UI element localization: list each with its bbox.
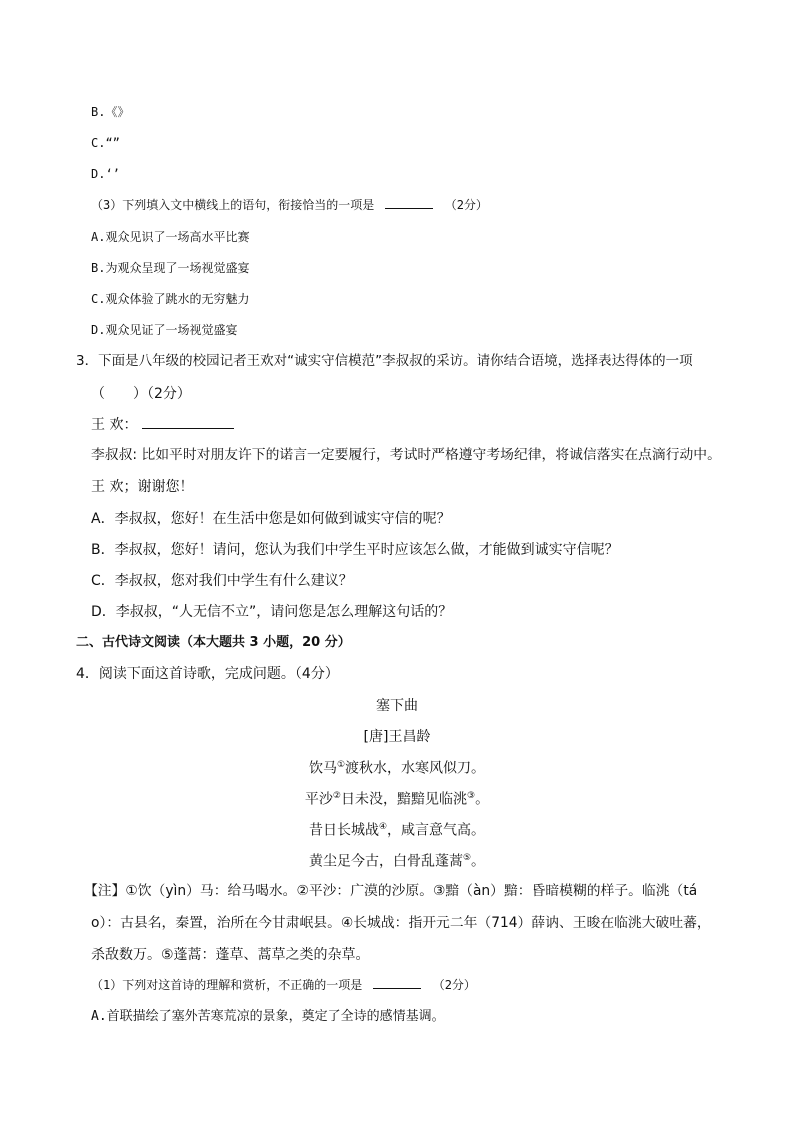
question-2-3-points: （2分） bbox=[444, 198, 488, 212]
footnote-mark-1: ① bbox=[336, 760, 346, 770]
poem-note-line-2: o）：古县名，秦置，治所在今甘肃岷县。④长城战：指开元二年（714）薛讷、王晙在临洮大破吐蕃， bbox=[91, 915, 711, 931]
question-3-option-d: D．李叔叔，“人无信不立”，请问您是怎么理解这句话的？ bbox=[91, 604, 453, 620]
option-b: B.《》 bbox=[91, 105, 130, 119]
poem-line-2-b: 日未没，黯黯见临洮 bbox=[341, 791, 467, 808]
section-2-heading: 二、古代诗文阅读（本大题共 3 小题，20 分） bbox=[76, 635, 351, 650]
question-4-1-text: （1）下列对这首诗的理解和赏析，不正确的一项是 bbox=[91, 978, 363, 992]
poem-line-4-a: 黄尘足今古，白骨乱蓬蒿 bbox=[308, 853, 463, 870]
question-4-1-option-a: A.首联描绘了塞外苦寒荒凉的景象，奠定了全诗的感情基调。 bbox=[91, 1009, 445, 1024]
question-3-stem-line2: （ ）（2分） bbox=[91, 386, 191, 402]
question-4-1-points: （2分） bbox=[432, 978, 476, 992]
poem-line-2-c: 。 bbox=[475, 791, 490, 808]
poem-note-line-1: 【注】①饮（yìn）马：给马喝水。②平沙：广漠的沙原。③黯（àn）黯：昏暗模糊的样子。临洮（tá bbox=[84, 883, 698, 899]
question-2-3-option-b: B.为观众呈现了一场视觉盛宴 bbox=[91, 261, 250, 275]
footnote-mark-3: ③ bbox=[467, 791, 476, 801]
answer-blank bbox=[385, 207, 433, 209]
question-3-option-a: A．李叔叔，您好！在生活中您是如何做到诚实守信的呢？ bbox=[91, 511, 451, 527]
footnote-mark-2: ② bbox=[332, 791, 341, 801]
question-4-stem: 4．阅读下面这首诗歌，完成问题。（4分） bbox=[76, 666, 339, 682]
answer-blank-4-1 bbox=[373, 987, 421, 989]
footnote-mark-5: ⑤ bbox=[462, 853, 472, 863]
poem-line-1-a: 饮马 bbox=[308, 760, 337, 777]
question-2-3-option-a: A.观众见识了一场高水平比赛 bbox=[91, 230, 250, 244]
poem-line-3-a: 昔日长城战 bbox=[308, 822, 379, 839]
question-2-3-option-c: C.观众体验了跳水的无穷魅力 bbox=[91, 292, 250, 306]
question-3-stem: 3．下面是八年级的校园记者王欢对“诚实守信模范”李叔叔的采访。请你结合语境，选择表达得体的一项 bbox=[76, 353, 693, 369]
poem-line-3 bbox=[0, 823, 794, 838]
dialogue-wang-huan-1 bbox=[91, 418, 234, 432]
poem-note-line-3: 杀敌数万。⑤蓬蒿：蓬草、蒿草之类的杂草。 bbox=[91, 947, 370, 963]
question-2-3-option-d: D.观众见证了一场视觉盛宴 bbox=[91, 323, 238, 337]
question-2-3-text: （3）下列填入文中横线上的语句，衔接恰当的一项是 bbox=[91, 198, 375, 212]
dialogue-blank bbox=[142, 427, 234, 429]
poem-line-2 bbox=[0, 792, 794, 807]
speaker-wang-huan: 王 欢： bbox=[91, 417, 138, 433]
question-4-1-stem bbox=[91, 979, 476, 991]
dialogue-wang-huan-2: 王 欢；谢谢您！ bbox=[91, 479, 194, 495]
poem-line-4 bbox=[0, 854, 794, 869]
poem-line-3-b: ，咸言意气高。 bbox=[387, 822, 486, 839]
option-d: D.‘’ bbox=[91, 167, 120, 181]
question-2-3-stem bbox=[91, 199, 488, 211]
question-3-option-c: C．李叔叔，您对我们中学生有什么建议？ bbox=[91, 573, 353, 589]
option-c: C.“” bbox=[91, 136, 120, 150]
poem-title: 塞下曲 bbox=[376, 698, 418, 714]
poem-author: [唐]王昌龄 bbox=[363, 729, 431, 745]
poem-line-2-a: 平沙 bbox=[304, 791, 333, 808]
footnote-mark-4: ④ bbox=[378, 822, 388, 832]
poem-line-1 bbox=[0, 761, 794, 776]
question-3-option-b: B．李叔叔，您好！请问，您认为我们中学生平时应该怎么做，才能做到诚实守信呢？ bbox=[91, 542, 619, 558]
poem-line-1-b: 渡秋水，水寒风似刀。 bbox=[345, 760, 486, 777]
dialogue-li-shushu: 李叔叔: 比如平时对朋友许下的诺言一定要履行，考试时严格遵守考场纪律，将诚信落实在点滴行动中。 bbox=[91, 447, 721, 463]
poem-line-4-b: 。 bbox=[471, 853, 486, 870]
